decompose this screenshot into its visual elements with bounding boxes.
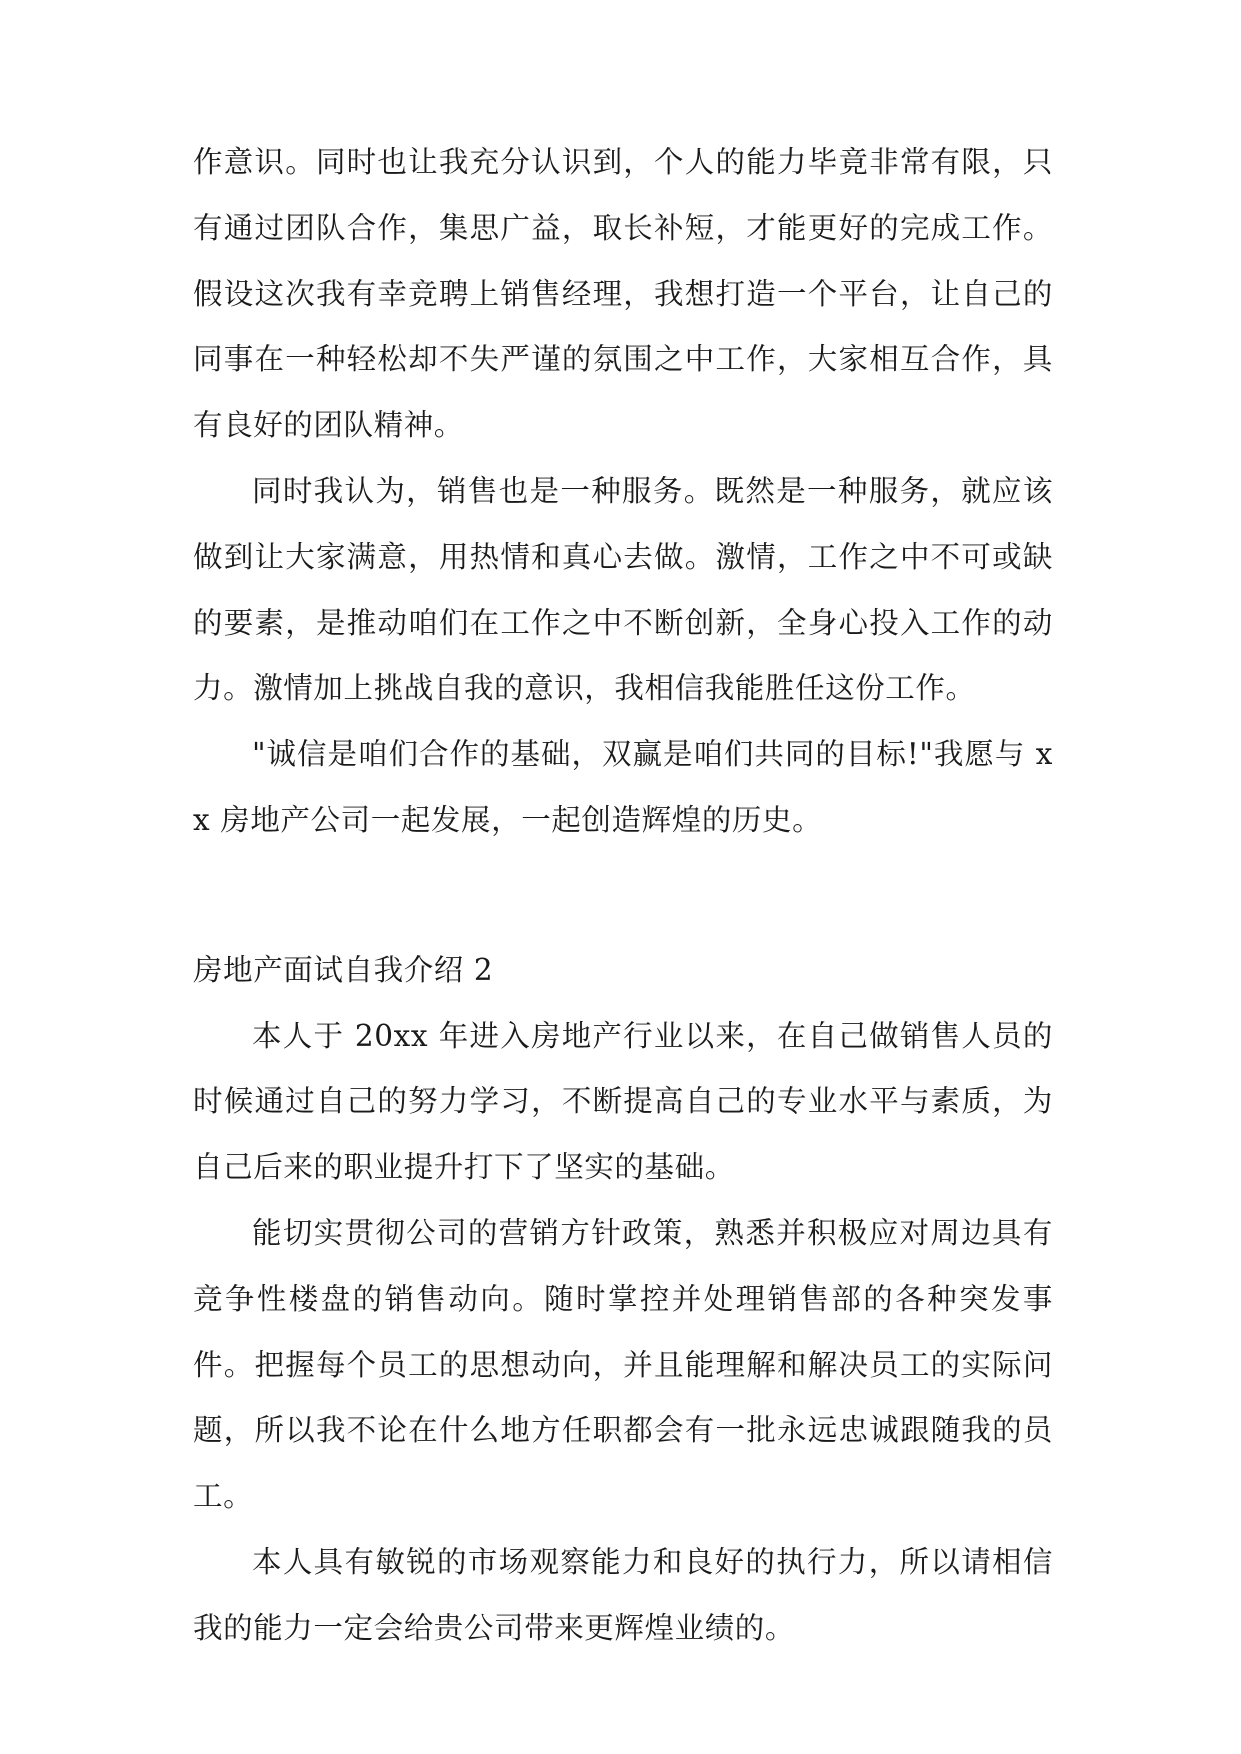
paragraph-service: 同时我认为，销售也是一种服务。既然是一种服务，就应该做到让大家满意，用热情和真心去做。激情，工作之中不可或缺的要素，是推动咱们在工作之中不断创新，全身心投入工作的动力。激情加上挑战自我的意识，我相信我能胜任这份工作。 (193, 473, 1053, 706)
paragraph-career-start: 本人于 20xx 年进入房地产行业以来，在自己做销售人员的时候通过自己的努力学习，不断提高自己的专业水平与素质，为自己后来的职业提升打下了坚实的基础。 (193, 1018, 1053, 1185)
paragraph-management: 能切实贯彻公司的营销方针政策，熟悉并积极应对周边具有竞争性楼盘的销售动向。随时掌控并处理销售部的各种突发事件。把握每个员工的思想动向，并且能理解和解决员工的实际问题，所以我不论在什么地方任职都会有一批永远忠诚跟随我的员工。 (193, 1215, 1053, 1514)
paragraph-integrity: "诚信是咱们合作的基础，双赢是咱们共同的目标!"我愿与 xx 房地产公司一起发展，一起创造辉煌的历史。 (193, 737, 1053, 837)
section-heading: 房地产面试自我介绍 2 (193, 952, 494, 987)
document-page (193, 130, 1053, 1662)
continuation-paragraph: 作意识。同时也让我充分认识到，个人的能力毕竟非常有限，只有通过团队合作，集思广益，取长补短，才能更好的完成工作。假设这次我有幸竞聘上销售经理，我想打造一个平台，让自己的同事在一种轻松却不失严谨的氛围之中工作，大家相互合作，具有良好的团队精神。 (193, 145, 1053, 443)
paragraph-closing: 本人具有敏锐的市场观察能力和良好的执行力，所以请相信我的能力一定会给贵公司带来更辉煌业绩的。 (193, 1544, 1053, 1645)
